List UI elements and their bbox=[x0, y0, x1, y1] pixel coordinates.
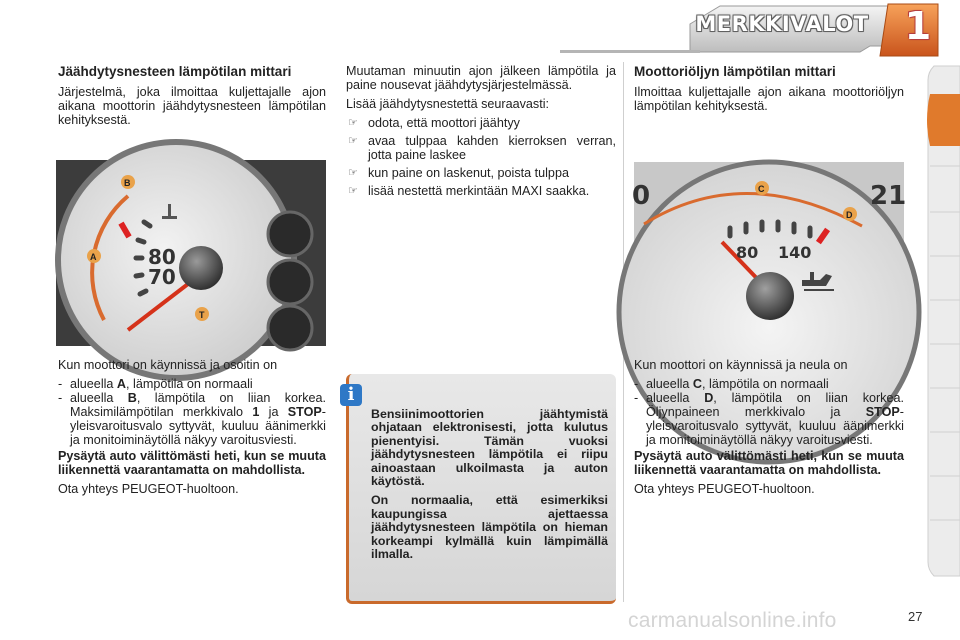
watermark: carmanualsonline.info bbox=[628, 609, 837, 632]
left-column-lower bbox=[58, 358, 326, 501]
zone-label-c: C bbox=[758, 184, 765, 194]
coolant-mark-70: 70 bbox=[148, 265, 176, 289]
left-column bbox=[58, 64, 326, 132]
chapter-title: MERKKIVALOT bbox=[695, 12, 869, 36]
coolant-zone-b-item: - alueella B, lämpötila on liian korkea. Maksimilämpötilan merkkivalo 1 ja STOP-yleisvaroitusvalo syttyvät, kuuluu äänimerkki ja monitoiminäytöllä näkyy varoitusviesti. bbox=[58, 391, 326, 447]
coolant-contact-dealer: Ota yhteys PEUGEOT-huoltoon. bbox=[58, 482, 239, 496]
coolant-stop-warning: Pysäytä auto välittömästi heti, kun se muuta liikennettä vaarantamatta on mahdollista. bbox=[58, 449, 326, 477]
oil-gauge-heading: Moottoriöljyn lämpötilan mittari bbox=[634, 64, 836, 79]
oil-zone-d-item: - alueella D, lämpötila on liian korkea. Öljynpaineen merkkivalo ja STOP-yleisvaroitusvalo syttyvät, kuuluu äänimerkki ja monitoiminäytöllä näkyy varoitusviesti. bbox=[634, 391, 904, 447]
zone-label-needle: T bbox=[199, 310, 205, 320]
dashboard-buttons bbox=[268, 212, 312, 350]
step-item: ☞ odota, että moottori jäähtyy bbox=[348, 116, 520, 130]
oil-gauge-intro: Ilmoittaa kuljettajalle ajon aikana moottoriöljyn lämpötilan kehityksestä. bbox=[634, 85, 904, 113]
zone-label-b: B bbox=[124, 178, 131, 188]
scale-edge-left: 0 bbox=[632, 181, 651, 211]
scale-edge-right: 21 bbox=[870, 181, 907, 211]
info-note-paragraph: On normaalia, että esimerkiksi kaupungissa ajettaessa jäähdytysnesteen lämpötila on hieman korkeampi kylmällä kuin lämpimällä ilmalla. bbox=[371, 493, 608, 562]
oil-mark-80: 80 bbox=[736, 243, 759, 262]
oil-mark-140: 140 bbox=[778, 243, 812, 262]
oil-needle-lead: Kun moottori on käynnissä ja neula on bbox=[634, 358, 848, 372]
coolant-mark-80: 80 bbox=[148, 245, 176, 269]
add-coolant-lead: Lisää jäähdytysnestettä seuraavasti: bbox=[346, 97, 550, 111]
step-item: ☞ kun paine on laskenut, poista tulppa bbox=[348, 166, 569, 180]
zone-label-d: D bbox=[846, 210, 853, 220]
pointing-hand-icon: ☞ bbox=[348, 185, 358, 197]
coolant-gauge-heading: Jäähdytysnesteen lämpötilan mittari bbox=[58, 64, 292, 79]
zone-label-a: A bbox=[90, 252, 97, 262]
oil-zone-c-item: - alueella C, lämpötila on normaali bbox=[634, 377, 829, 391]
info-icon: i bbox=[340, 384, 362, 406]
oil-stop-warning: Pysäytä auto välittömästi heti, kun se muuta liikennettä vaarantamatta on mahdollista. bbox=[634, 449, 904, 477]
oil-temperature-gauge-image bbox=[632, 162, 907, 346]
right-column-lower bbox=[634, 358, 904, 501]
chapter-number: 1 bbox=[904, 4, 932, 48]
oil-contact-dealer: Ota yhteys PEUGEOT-huoltoon. bbox=[634, 482, 815, 496]
pointing-hand-icon: ☞ bbox=[348, 135, 358, 147]
middle-column bbox=[346, 64, 616, 202]
info-note-box bbox=[346, 374, 616, 604]
page-number: 27 bbox=[908, 609, 923, 624]
chapter-tabs[interactable] bbox=[928, 66, 960, 576]
coolant-needle-lead: Kun moottori on käynnissä ja osoitin on bbox=[58, 358, 278, 372]
info-note-paragraph: Bensiinimoottorien jäähtymistä ohjataan elektronisesti, jotta kulutus pienentyisi. Tämän vuoksi jäähdytysnesteen lämpötila ei riipu ainoastaan ulkoilmasta ja auton käytöstä. bbox=[371, 407, 608, 489]
pointing-hand-icon: ☞ bbox=[348, 167, 358, 179]
coolant-temperature-gauge-image bbox=[56, 160, 326, 346]
coolant-zone-a-item: - alueella A, lämpötila on normaali bbox=[58, 377, 253, 391]
step-item: ☞ lisää nestettä merkintään MAXI saakka. bbox=[348, 184, 590, 198]
right-column bbox=[634, 64, 904, 118]
coolant-gauge-intro: Järjestelmä, joka ilmoittaa kuljettajalle ajon aikana moottorin jäähdytysnesteen lämpötilan kehityksestä. bbox=[58, 85, 326, 127]
coolant-pressure-intro: Muutaman minuutin ajon jälkeen lämpötila ja paine nousevat jäähdytysjärjestelmässä. bbox=[346, 64, 616, 92]
step-item: ☞ avaa tulppaa kahden kierroksen verran, jotta paine laskee bbox=[348, 134, 616, 162]
pointing-hand-icon: ☞ bbox=[348, 117, 358, 129]
